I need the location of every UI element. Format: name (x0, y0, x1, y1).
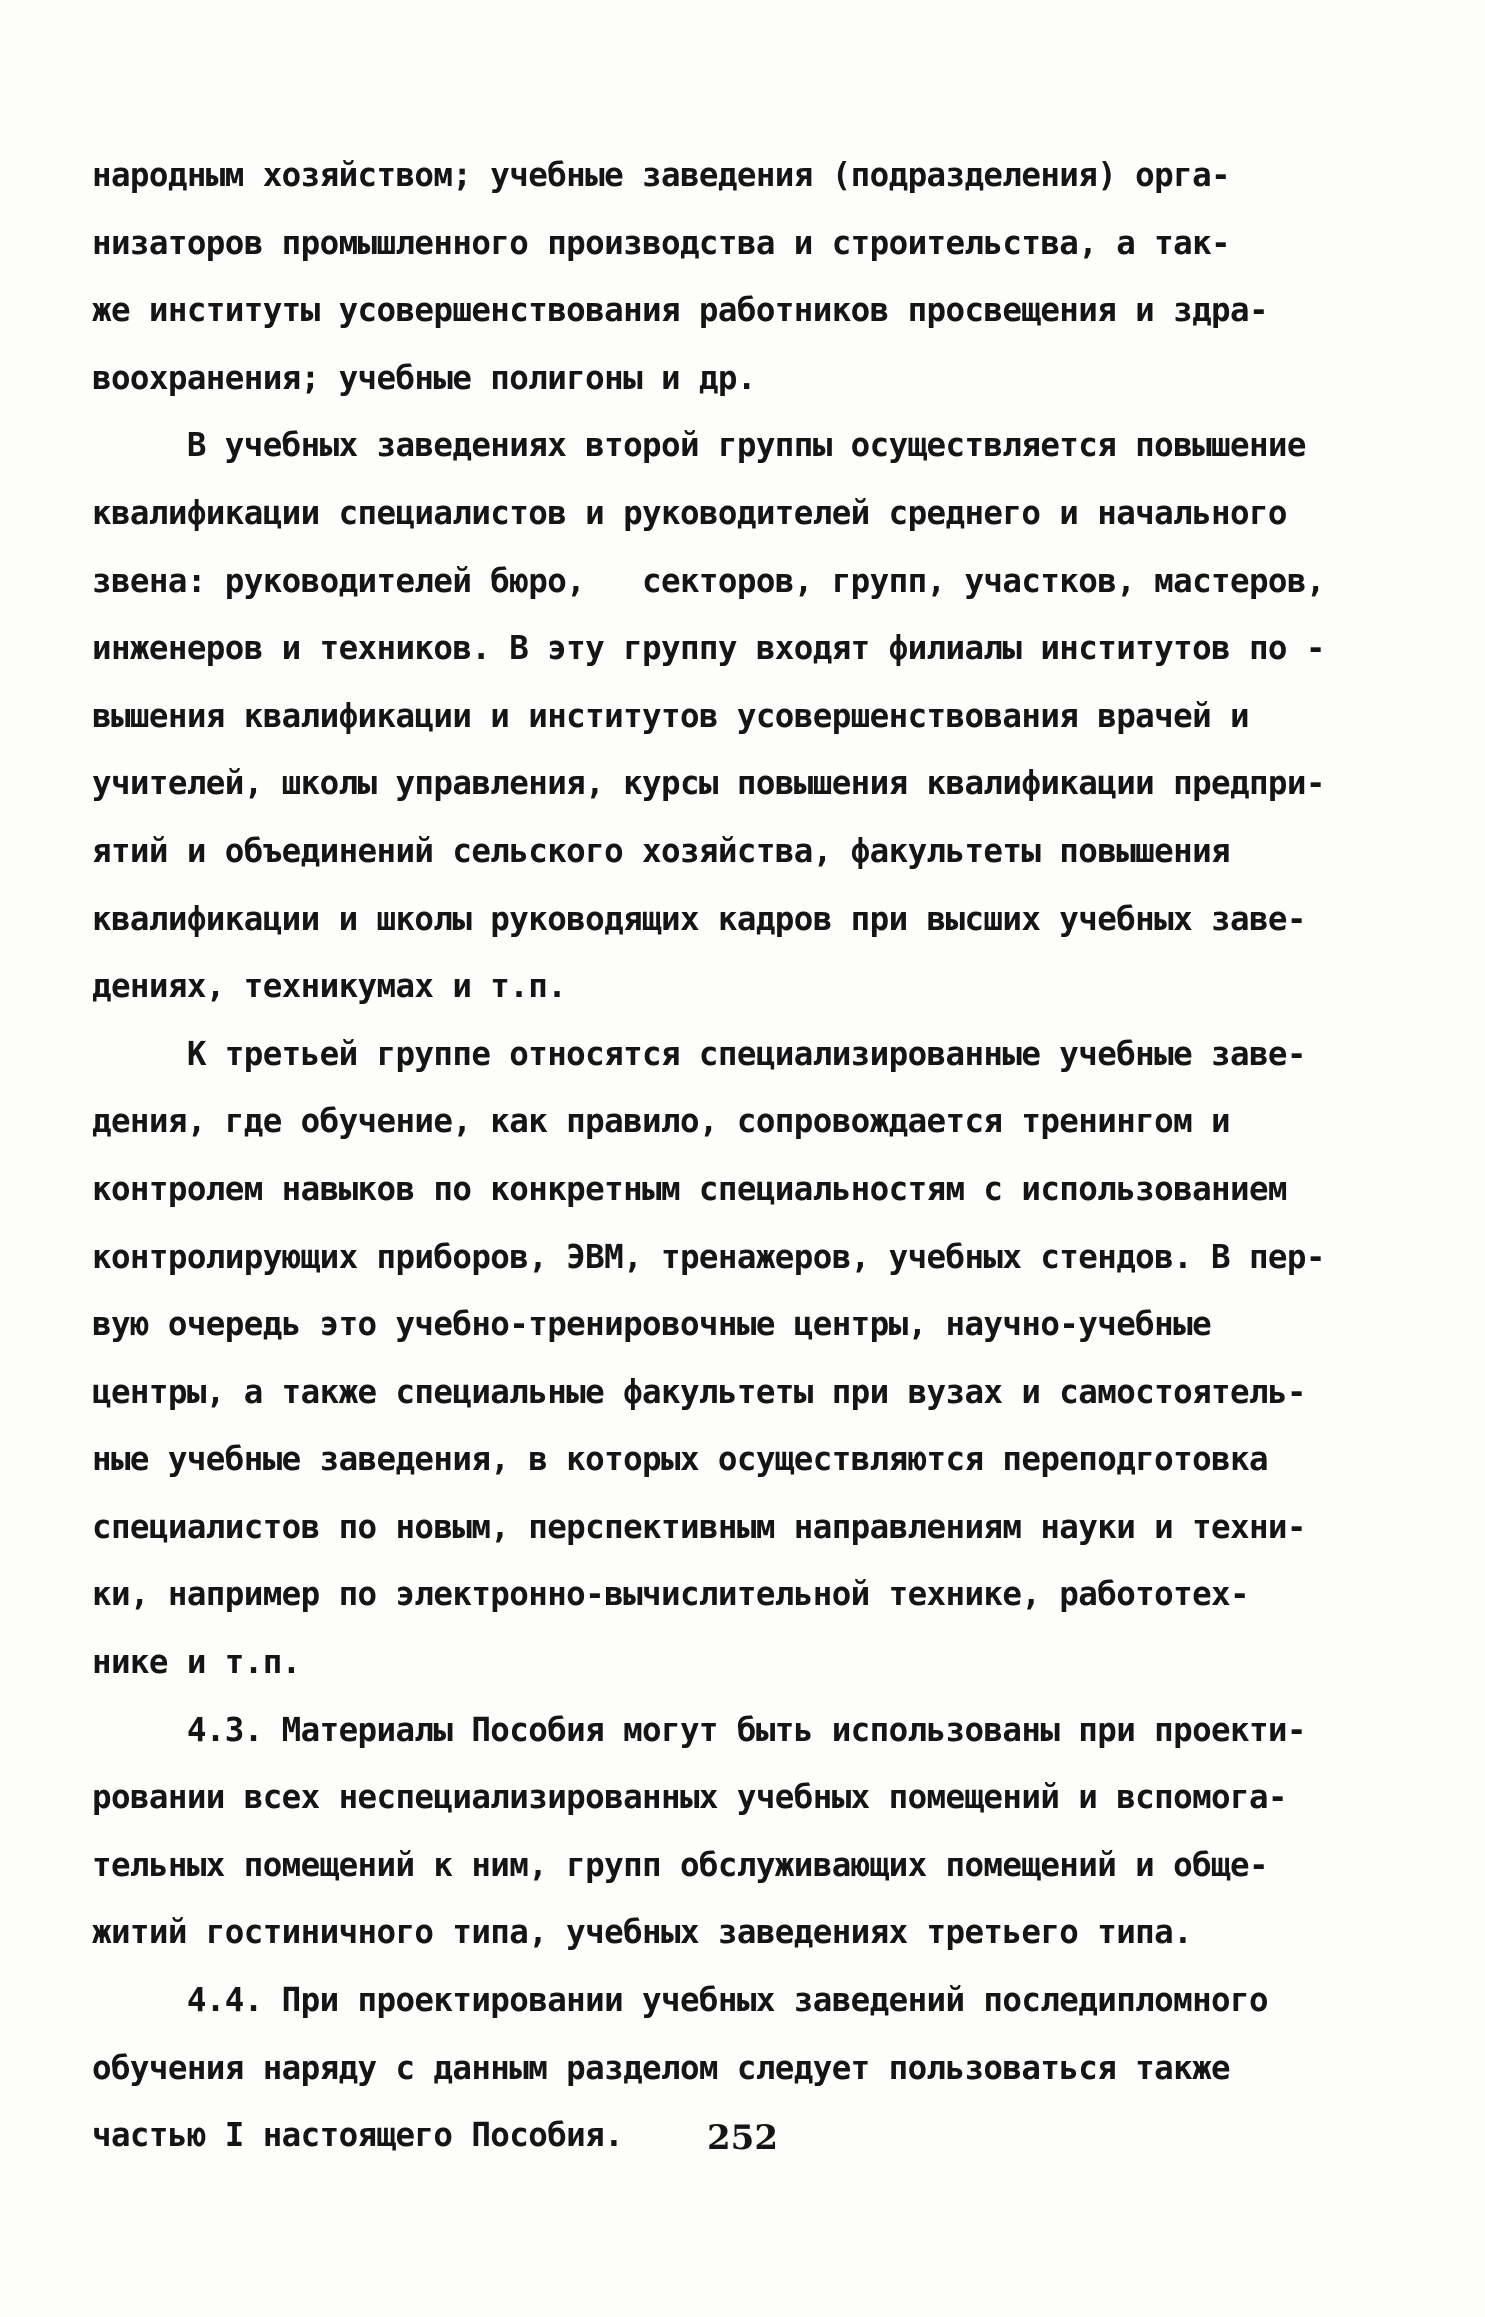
text-line: дениях, техникумах и т.п. (92, 967, 567, 1006)
text-line: квалификации и школы руководящих кадров при высших учебных заве- (92, 899, 1306, 938)
text-line: вую очередь это учебно-тренировочные центры, научно-учебные (92, 1305, 1212, 1344)
text-line: ные учебные заведения, в которых осуществляются переподготовка (92, 1440, 1268, 1479)
text-line: же институты усовершенствования работников просвещения и здра- (92, 291, 1268, 330)
page-number: 252 (707, 2118, 778, 2158)
text-line: воохранения; учебные полигоны и др. (92, 358, 756, 397)
text-line: обучения наряду с данным разделом следует пользоваться также (92, 2048, 1230, 2087)
text-line: дения, где обучение, как правило, сопровождается тренингом и (92, 1102, 1230, 1141)
text-line: квалификации специалистов и руководителей среднего и начального (92, 493, 1287, 532)
text-line: ровании всех неспециализированных учебных помещений и вспомога- (92, 1778, 1287, 1817)
text-line: инженеров и техников. В эту группу входят филиалы институтов по - (92, 629, 1325, 668)
text-line: звена: руководителей бюро, секторов, групп, участков, мастеров, (92, 561, 1325, 600)
text-line: 4.3. Материалы Пособия могут быть использованы при проекти- (92, 1710, 1306, 1749)
text-line: К третьей группе относятся специализированные учебные заве- (92, 1034, 1306, 1073)
text-line: вышения квалификации и институтов усовершенствования врачей и (92, 696, 1249, 735)
text-line: ки, например по электронно-вычислительной технике, работотех- (92, 1575, 1249, 1614)
text-line: учителей, школы управления, курсы повышения квалификации предпри- (92, 764, 1325, 803)
text-line: тельных помещений к ним, групп обслуживающих помещений и обще- (92, 1845, 1268, 1884)
text-line: контролем навыков по конкретным специальностям с использованием (92, 1169, 1287, 1208)
text-line: 4.4. При проектировании учебных заведений последипломного (92, 1981, 1268, 2020)
text-line: житий гостиничного типа, учебных заведениях третьего типа. (92, 1913, 1193, 1952)
text-line: народным хозяйством; учебные заведения (подразделения) орга- (92, 156, 1230, 194)
text-line: частью I настоящего Пособия. (92, 2116, 624, 2155)
body-text (92, 142, 1412, 2170)
text-line: В учебных заведениях второй группы осуществляется повышение (92, 426, 1306, 465)
text-line: специалистов по новым, перспективным направлениям науки и техни- (92, 1507, 1306, 1546)
text-line: контролирующих приборов, ЭВМ, тренажеров, учебных стендов. В пер- (92, 1237, 1325, 1276)
text-line: низаторов промышленного производства и строительства, а так- (92, 223, 1230, 262)
text-line: центры, а также специальные факультеты при вузах и самостоятель- (92, 1372, 1306, 1411)
text-line: нике и т.п. (92, 1643, 301, 1682)
text-line: ятий и объединений сельского хозяйства, факультеты повышения (92, 831, 1230, 870)
